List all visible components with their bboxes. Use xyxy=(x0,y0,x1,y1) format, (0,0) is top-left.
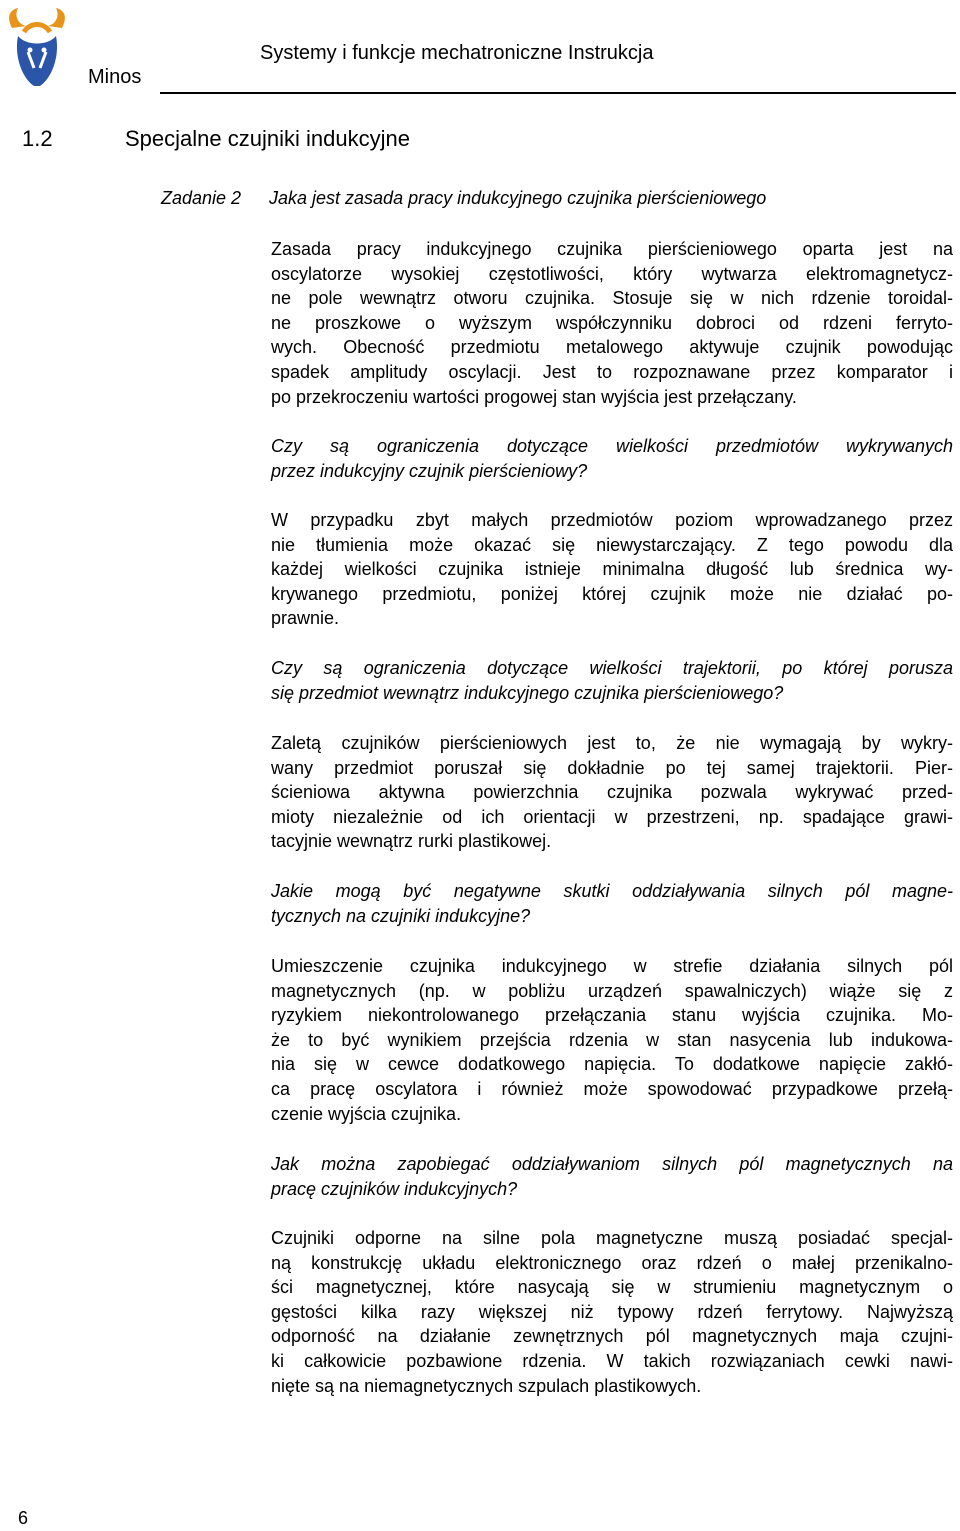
text-line: tacyjnie wewnątrz rurki plastikowej. xyxy=(271,831,552,852)
section-heading xyxy=(22,126,410,152)
document-title: Systemy i funkcje mechatroniczne Instrukcja xyxy=(260,42,654,64)
text-line: nie tłumienia może okazać się niewystarczający. Z tego powodu dla xyxy=(271,534,953,555)
text-line: Czujniki odporne na silne pola magnetyczne muszą posiadać specjal- xyxy=(271,1228,953,1248)
text-line: Zasada pracy indukcyjnego czujnika pierścieniowego oparta jest na xyxy=(271,239,953,259)
text-line: nięte są na niemagnetycznych szpulach plastikowych. xyxy=(271,1375,702,1396)
task-label: Zadanie 2 xyxy=(161,188,242,208)
text-line: ca pracę oscylatora i również może spowodować przypadkowe przełą- xyxy=(271,1078,953,1099)
text-line: czenie wyjścia czujnika. xyxy=(271,1103,462,1124)
text-line: Umieszczenie czujnika indukcyjnego w strefie działania silnych pól xyxy=(271,956,953,976)
text-line: pracę czujników indukcyjnych? xyxy=(271,1178,518,1199)
text-line: magnetycznych (np. w pobliżu urządzeń spawalniczych) wiąże się z xyxy=(271,980,953,1001)
text-line: Czy są ograniczenia dotyczące wielkości trajektorii, po której porusza xyxy=(271,658,953,678)
paragraph-question-1 xyxy=(271,434,953,483)
paragraph-question-2 xyxy=(271,656,953,705)
text-line: gęstości kilka razy większej niż typowy rdzeń ferrytowy. Najwyższą xyxy=(271,1301,953,1322)
paragraph-question-3 xyxy=(271,879,953,928)
header-divider xyxy=(160,92,956,94)
text-line: krywanego przedmiotu, poniżej której czujnik może nie działać po- xyxy=(271,583,953,604)
text-line: prawnie. xyxy=(271,608,340,629)
section-title: Specjalne czujniki indukcyjne xyxy=(125,126,410,151)
paragraph-answer-3 xyxy=(271,731,953,854)
text-line: ryzykiem niekontrolowanego przełączania stanu wyjścia czujnika. Mo- xyxy=(271,1005,953,1026)
text-line: Jak można zapobiegać oddziaływaniom silnych pól magnetycznych na xyxy=(271,1154,953,1174)
task-text: Jaka jest zasada pracy indukcyjnego czujnika pierścieniowego xyxy=(269,188,767,208)
text-line: oscylatorze wysokiej częstotliwości, który wytwarza elektromagnetycz- xyxy=(271,263,953,284)
text-line: ści magnetycznej, które nasycają się w strumieniu magnetycznym o xyxy=(271,1277,953,1298)
text-line: wany przedmiot poruszał się dokładnie po tej samej trajektorii. Pier- xyxy=(271,757,953,778)
text-line: tycznych na czujniki indukcyjne? xyxy=(271,905,531,926)
text-line: wych. Obecność przedmiotu metalowego aktywuje czujnik powodując xyxy=(271,337,953,358)
paragraph-answer-2 xyxy=(271,508,953,631)
text-line: ścieniowa aktywna powierzchnia czujnika pozwala wykrywać przed- xyxy=(271,782,953,803)
text-line: W przypadku zbyt małych przedmiotów poziom wprowadzanego przez xyxy=(271,510,953,530)
paragraph-question-4 xyxy=(271,1152,953,1201)
text-line: przez indukcyjny czujnik pierścieniowy? xyxy=(271,460,588,481)
text-line: ki całkowicie pozbawione rdzenia. W takich rozwiązaniach cewki nawi- xyxy=(271,1350,953,1371)
paragraph-answer-5 xyxy=(271,1226,953,1398)
text-line: odporność na działanie zewnętrznych pól magnetycznych maja czujni- xyxy=(271,1326,953,1347)
text-line: spadek amplitudy oscylacji. Jest to rozpoznawane przez komparator i xyxy=(271,361,953,382)
text-line: po przekroczeniu wartości progowej stan wyjścia jest przełączany. xyxy=(271,386,797,407)
text-line: że to być wynikiem przejścia rdzenia w stan nasycenia lub indukowa- xyxy=(271,1029,953,1050)
text-line: Jakie mogą być negatywne skutki oddziaływania silnych pól magne- xyxy=(271,881,953,901)
task-heading xyxy=(161,188,766,209)
minos-logo-icon xyxy=(4,6,70,92)
text-line: nia się w cewce dodatkowego napięcia. To dodatkowe napięcie zakłó- xyxy=(271,1054,953,1075)
paragraph-answer-1 xyxy=(271,237,953,409)
text-line: ne proszkowe o wyższym współczynniku dobroci od rdzeni ferryto- xyxy=(271,312,953,333)
text-line: Zaletą czujników pierścieniowych jest to, że nie wymagają by wykry- xyxy=(271,733,953,753)
text-line: mioty niezależnie od ich orientacji w przestrzeni, np. spadające grawi- xyxy=(271,806,953,827)
text-line: każdej wielkości czujnika istnieje minimalna długość lub średnica wy- xyxy=(271,559,953,580)
paragraph-answer-4 xyxy=(271,954,953,1126)
text-line: ne pole wewnątrz otworu czujnika. Stosuje się w nich rdzenie toroidal- xyxy=(271,288,953,309)
section-number: 1.2 xyxy=(22,126,53,151)
text-line: Czy są ograniczenia dotyczące wielkości przedmiotów wykrywanych xyxy=(271,436,953,456)
brand-name: Minos xyxy=(88,66,142,88)
text-line: się przedmiot wewnątrz indukcyjnego czujnika pierścieniowego? xyxy=(271,682,784,703)
text-line: ną konstrukcję układu elektronicznego oraz rdzeń o małej przenikalno- xyxy=(271,1252,953,1273)
page-number: 6 xyxy=(18,1508,29,1528)
